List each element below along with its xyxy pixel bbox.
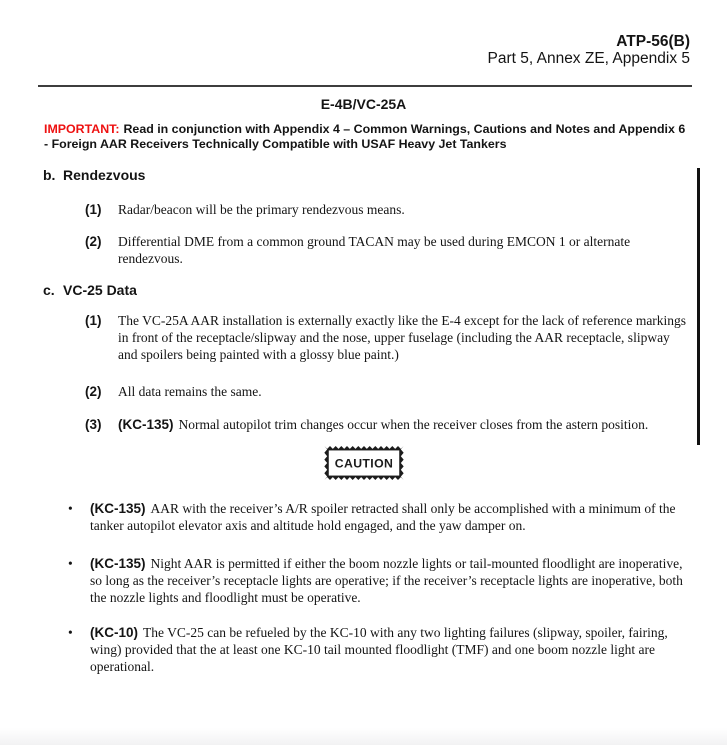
aircraft-tag: (KC-135) <box>90 501 146 517</box>
caution-stamp-icon <box>322 446 406 480</box>
doc-subreference: Part 5, Annex ZE, Appendix 5 <box>487 50 690 67</box>
important-note <box>44 122 691 151</box>
item-text: All data remains the same. <box>118 384 262 400</box>
page-title: E-4B/VC-25A <box>320 96 407 112</box>
aircraft-tag: (KC-135) <box>90 556 146 572</box>
numbered-item-b2 <box>85 233 691 267</box>
caution-label: CAUTION <box>334 456 393 471</box>
item-number: (1) <box>85 313 102 329</box>
aircraft-tag: (KC-10) <box>90 625 139 641</box>
bullet-icon: • <box>68 501 73 517</box>
item-number: (2) <box>85 234 102 250</box>
important-text: Read in conjunction with Appendix 4 – Common Warnings, Cautions and Notes and Appendix 6 - Foreign AAR Receivers Technically Compatible with USAF Heavy Jet Tankers <box>44 122 686 151</box>
caution-bullet-1 <box>68 500 691 534</box>
numbered-item-c1 <box>85 312 691 363</box>
item-number: (1) <box>85 202 102 218</box>
aircraft-tag: (KC-135) <box>118 417 174 433</box>
section-title: VC-25 Data <box>63 282 137 299</box>
item-text: The VC-25A AAR installation is externally exactly like the E-4 except for the lack of reference markings in front of the receptacle/slipway and the nose, upper fuselage (including the AAR receptacle, slipway and spoilers being painted with a glossy blue paint.) <box>118 313 687 363</box>
section-letter: c. <box>43 282 55 299</box>
numbered-item-b1 <box>85 201 691 218</box>
doc-reference: ATP-56(B) <box>616 33 690 50</box>
doc-header <box>0 33 690 67</box>
item-number: (2) <box>85 384 102 400</box>
section-heading-rendezvous <box>43 167 691 183</box>
bullet-text: (KC-135) AAR with the receiver’s A/R spoiler retracted shall only be accomplished with a minimum of the tanker autopilot elevator axis and altitude hold engaged, and the yaw damper on. <box>90 501 676 534</box>
section-letter: b. <box>43 167 56 184</box>
item-text: Differential DME from a common ground TACAN may be used during EMCON 1 or alternate rendezvous. <box>118 234 631 267</box>
important-label: IMPORTANT: <box>44 122 120 136</box>
numbered-item-c3 <box>85 416 691 433</box>
item-number: (3) <box>85 417 102 433</box>
numbered-item-c2 <box>85 383 691 400</box>
section-heading-vc25-data <box>43 282 691 298</box>
item-text: Radar/beacon will be the primary rendezvous means. <box>118 202 405 218</box>
caution-bullet-3 <box>68 624 691 675</box>
caution-box <box>0 446 727 485</box>
header-divider <box>38 85 692 87</box>
bullet-text: (KC-10) The VC-25 can be refueled by the KC-10 with any two lighting failures (slipway, spoiler, fairing, wing) provided that the at least one KC-10 tail mounted floodlight (TMF) and one boom nozzle light are operational. <box>90 625 668 675</box>
section-title: Rendezvous <box>63 167 146 184</box>
change-bar <box>697 168 700 445</box>
caution-bullet-2 <box>68 555 691 606</box>
item-text: (KC-135) Normal autopilot trim changes occur when the receiver closes from the astern position. <box>118 417 649 433</box>
bullet-icon: • <box>68 625 73 641</box>
page-bottom-edge <box>0 728 727 745</box>
bullet-text: (KC-135) Night AAR is permitted if either the boom nozzle lights or tail-mounted floodlight are inoperative, so long as the receiver’s receptacle lights are operative; if the receiver’s receptacle lights are inoperative, both the nozzle lights and floodlight must be operative. <box>90 556 683 606</box>
bullet-icon: • <box>68 556 73 572</box>
